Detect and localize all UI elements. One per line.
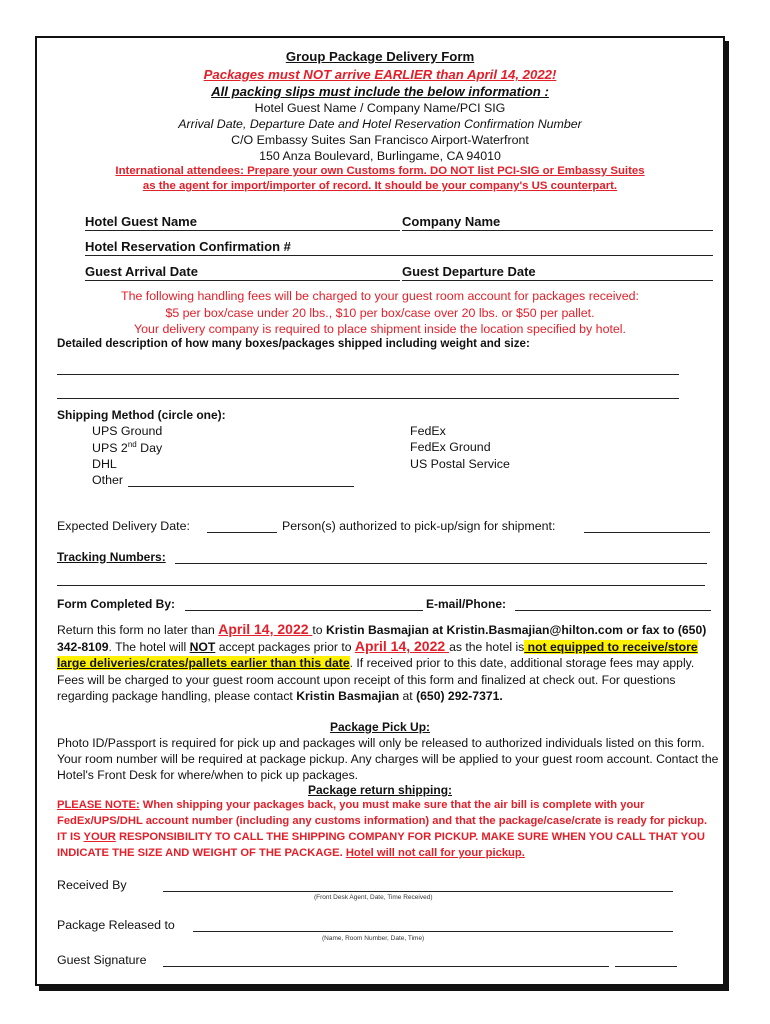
- shipping-option-dhl[interactable]: DHL: [92, 457, 117, 471]
- ups-day-text: Day: [136, 441, 163, 456]
- form-sheet: [35, 36, 725, 986]
- email-phone-field[interactable]: [515, 610, 711, 611]
- company-name-label: Company Name: [402, 214, 501, 229]
- packing-slip-notice: All packing slips must include the below information :: [211, 84, 549, 99]
- received-by-label: Received By: [57, 878, 127, 892]
- guest-name-label: Hotel Guest Name: [85, 214, 197, 229]
- address-line-2: Arrival Date, Departure Date and Hotel Reservation Confirmation Number: [178, 117, 582, 131]
- released-to-hint: (Name, Room Number, Date, Time): [322, 935, 425, 942]
- return-note-text-2: RESPONSIBILITY TO CALL THE SHIPPING COMPANY FOR PICKUP. MAKE SURE WHEN YOU CALL THAT YOU INDICATE THE SIZE AND WEIGHT OF THE PACKAGE.: [57, 831, 705, 859]
- return-shipping-note: [57, 797, 719, 861]
- return-shipping-title: Package return shipping:: [307, 783, 453, 797]
- received-by-hint: (Front Desk Agent, Date, Time Received): [314, 894, 433, 901]
- return-text-2: to: [312, 623, 326, 637]
- return-text-4: accept packages prior to: [215, 640, 355, 655]
- guest-signature-field[interactable]: [163, 966, 609, 967]
- return-text-6: . If received prior to this date, additional storage fees may apply. Fees will be charged to your guest room account upon receipt of this form and finalized at check out. For questions regarding package handling, please contact: [57, 656, 695, 703]
- return-deadline-date: April 14, 2022: [218, 621, 313, 637]
- completed-by-label: Form Completed By:: [57, 597, 176, 611]
- expected-delivery-field[interactable]: [207, 532, 277, 533]
- arrival-warning: Packages must NOT arrive EARLIER than April 14, 2022!: [203, 67, 557, 82]
- guest-name-field[interactable]: [85, 230, 400, 231]
- shipping-option-other[interactable]: Other: [92, 473, 123, 487]
- shipping-option-fedex[interactable]: FedEx: [410, 424, 446, 438]
- shipping-option-usps[interactable]: US Postal Service: [410, 457, 510, 471]
- return-note-your: YOUR: [83, 831, 116, 843]
- international-notice-2: as the agent for import/importer of record. It should be your company's US counterpart.: [142, 180, 618, 192]
- reservation-label: Hotel Reservation Confirmation #: [85, 239, 291, 254]
- form-title: Group Package Delivery Form: [285, 49, 475, 64]
- released-to-field[interactable]: [193, 931, 673, 932]
- description-line-1[interactable]: [57, 374, 679, 375]
- authorized-persons-label: Person(s) authorized to pick-up/sign for shipment:: [282, 519, 556, 533]
- received-by-field[interactable]: [163, 891, 673, 892]
- address-line-1: Hotel Guest Name / Company Name/PCI SIG: [254, 101, 506, 115]
- fees-line-2: $5 per box/case under 20 lbs., $10 per box/case over 20 lbs. or $50 per pallet.: [165, 306, 595, 320]
- departure-date-field[interactable]: [402, 280, 713, 281]
- ups-2nd-sup: nd: [127, 440, 137, 449]
- return-contact: Kristin Basmajian at Kristin.Basmajian@hilton.com or fax to (650) 342-8109: [57, 623, 707, 655]
- pickup-text: Photo ID/Passport is required for pick up and packages will only be released to authorized individuals listed on this form. Your room number will be required at package pickup. Any charges will be applied to your guest room account. Contact the Hotel's Front Desk for where/when to pick up packages.: [57, 736, 719, 782]
- return-highlight: not equipped to receive/store large deliveries/crates/pallets earlier than this date: [57, 640, 698, 671]
- address-line-4: 150 Anza Boulevard, Burlingame, CA 94010: [259, 149, 501, 163]
- return-contact-2: Kristin Basmajian: [296, 688, 400, 703]
- expected-delivery-label: Expected Delivery Date:: [57, 519, 190, 533]
- shipping-option-ups-2nd-day[interactable]: [92, 440, 162, 455]
- fees-line-1: The following handling fees will be charged to your guest room account for packages received:: [121, 289, 639, 303]
- return-not: NOT: [189, 640, 216, 655]
- return-accept-date: April 14, 2022: [354, 638, 450, 655]
- released-to-label: Package Released to: [57, 918, 175, 932]
- tracking-numbers-field[interactable]: [175, 563, 707, 564]
- email-phone-label: E-mail/Phone:: [426, 597, 507, 611]
- return-text-3: . The hotel will: [108, 640, 190, 655]
- reservation-field[interactable]: [85, 255, 713, 256]
- hotel-will-not-call: Hotel will not call for your pickup.: [345, 847, 525, 859]
- description-line-2[interactable]: [57, 398, 679, 399]
- shipping-method-label: Shipping Method (circle one):: [57, 408, 226, 422]
- guest-signature-date-field[interactable]: [615, 966, 677, 967]
- company-name-field[interactable]: [402, 230, 713, 231]
- return-text-7: at: [399, 688, 417, 703]
- ups-2nd-text: UPS 2: [92, 441, 128, 456]
- return-text-1: Return this form no later than: [57, 623, 219, 637]
- departure-date-label: Guest Departure Date: [402, 264, 536, 279]
- return-text-5: as the hotel is: [449, 640, 525, 655]
- tracking-numbers-label: Tracking Numbers:: [57, 550, 166, 564]
- guest-signature-label: Guest Signature: [57, 953, 147, 967]
- tracking-numbers-line-2[interactable]: [57, 585, 705, 586]
- shipping-option-fedex-ground[interactable]: FedEx Ground: [410, 440, 491, 454]
- arrival-date-field[interactable]: [85, 280, 400, 281]
- shipping-other-field[interactable]: [128, 486, 354, 487]
- please-note-label: PLEASE NOTE:: [57, 799, 140, 811]
- completed-by-field[interactable]: [185, 610, 423, 611]
- pickup-title: Package Pick Up:: [329, 720, 431, 734]
- address-line-3: C/O Embassy Suites San Francisco Airport-Waterfront: [231, 133, 529, 147]
- description-label: Detailed description of how many boxes/packages shipped including weight and size:: [57, 337, 530, 350]
- fees-line-3: Your delivery company is required to place shipment inside the location specified by hotel.: [133, 322, 626, 336]
- return-phone: (650) 292-7371.: [416, 688, 503, 703]
- shipping-option-ups-ground[interactable]: UPS Ground: [92, 424, 163, 438]
- return-note-text-1: When shipping your packages back, you must make sure that the air bill is complete with your FedEx/UPS/DHL account number (including any customs information) and that the package/case/crate is ready for pickup. IT IS: [57, 799, 708, 843]
- return-instructions: [57, 621, 717, 704]
- arrival-date-label: Guest Arrival Date: [85, 264, 198, 279]
- authorized-persons-field[interactable]: [584, 532, 710, 533]
- international-notice-1: International attendees: Prepare your own Customs form. DO NOT list PCI-SIG or Embassy Suites: [115, 165, 645, 177]
